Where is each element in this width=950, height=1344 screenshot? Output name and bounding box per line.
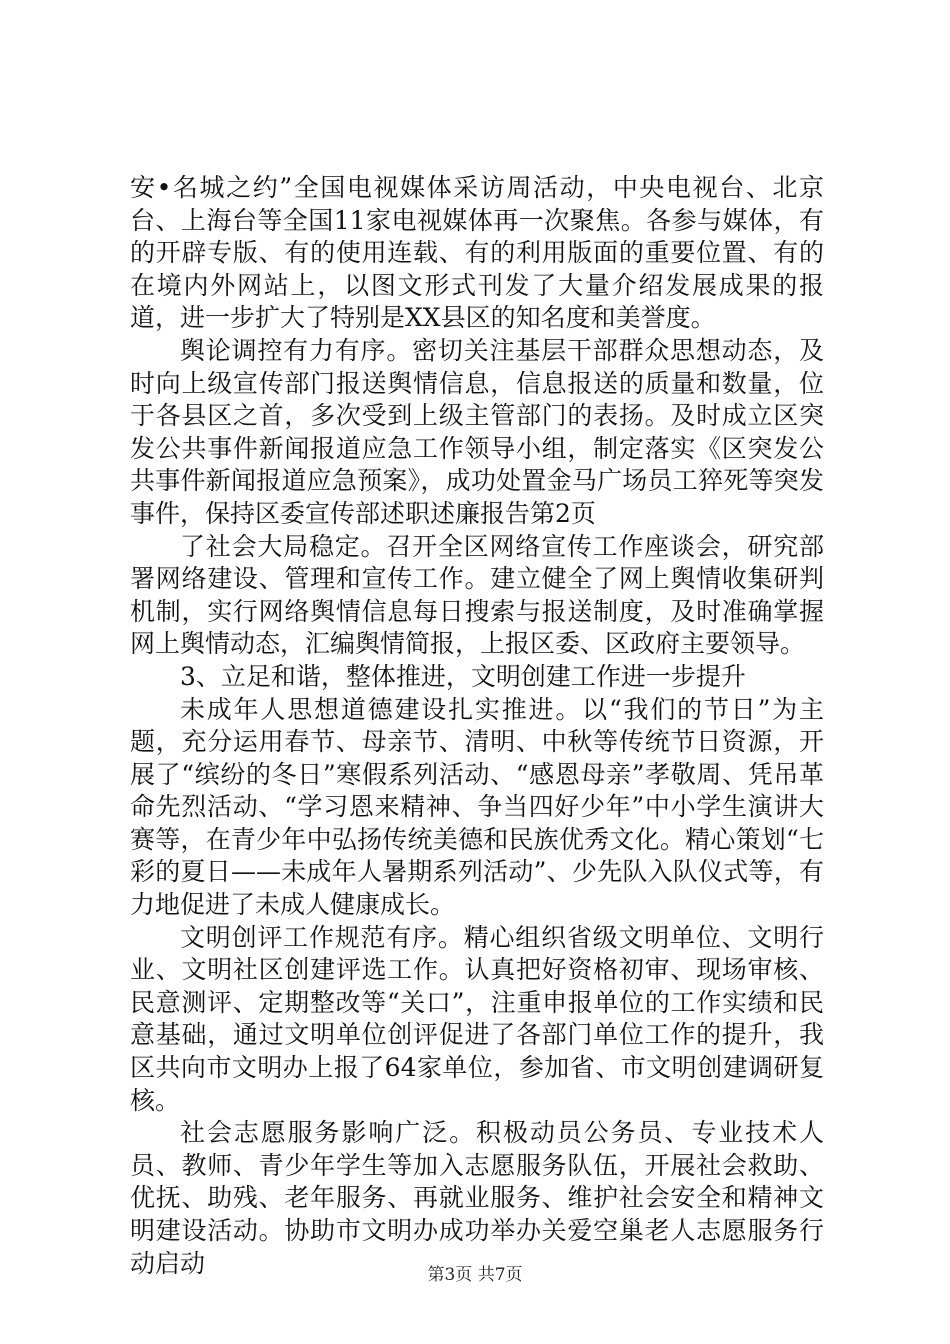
paragraph-public-opinion: 舆论调控有力有序。密切关注基层干部群众思想动态，及时向上级宣传部门报送舆情信息，信息报送的质量和数量，位于各县区之首，多次受到上级主管部门的表扬。及时成立区突发公共事件新闻报道应急工作领导小组，制定落实《区突发公共事件新闻报道应急预案》，成功处置金马广场员工猝死等突发事件，保持区委宣传部述职述廉报告第2页 (130, 335, 824, 528)
paragraph-volunteer-service: 社会志愿服务影响广泛。积极动员公务员、专业技术人员、教师、青少年学生等加入志愿服务队伍，开展社会救助、优抚、助残、老年服务、再就业服务、维护社会安全和精神文明建设活动。协助市文明办成功举办关爱空巢老人志愿服务行动启动 (130, 1118, 824, 1278)
paragraph-minors-morality: 未成年人思想道德建设扎实推进。以“我们的节日”为主题，充分运用春节、母亲节、清明、中秋等传统节日资源，开展了“缤纷的冬日”寒假系列活动、“感恩母亲”孝敬周、凭吊革命先烈活动、“学习恩来精神、争当四好少年”中小学生演讲大赛等，在青少年中弘扬传统美德和民族优秀文化。精心策划“七彩的夏日——未成年人暑期系列活动”、少先队入队仪式等，有力地促进了未成人健康成长。 (130, 694, 824, 920)
paragraph-media-coverage: 安•名城之约”全国电视媒体采访周活动，中央电视台、北京台、上海台等全国11家电视媒体再一次聚焦。各参与媒体，有的开辟专版、有的使用连载、有的利用版面的重要位置、有的在境内外网站上，以图文形式刊发了大量介绍发展成果的报道，进一步扩大了特别是XX县区的知名度和美誉度。 (130, 173, 824, 333)
paragraph-network-publicity: 了社会大局稳定。召开全区网络宣传工作座谈会，研究部署网络建设、管理和宣传工作。建立健全了网上舆情收集研判机制，实行网络舆情信息每日搜索与报送制度，及时准确掌握网上舆情动态，汇编舆情简报，上报区委、区政府主要领导。 (130, 531, 824, 659)
page-footer: 第3页 共7页 (427, 1265, 523, 1285)
section-heading-civilization: 3、立足和谐，整体推进，文明创建工作进一步提升 (180, 661, 746, 691)
document-body (130, 172, 824, 1280)
paragraph-civilization-evaluation: 文明创评工作规范有序。精心组织省级文明单位、文明行业、文明社区创建评选工作。认真把好资格初审、现场审核、民意测评、定期整改等“关口”，注重申报单位的工作实绩和民意基础，通过文明单位创评促进了各部门单位工作的提升，我区共向市文明办上报了64家单位，参加省、市文明创建调研复核。 (130, 922, 824, 1115)
